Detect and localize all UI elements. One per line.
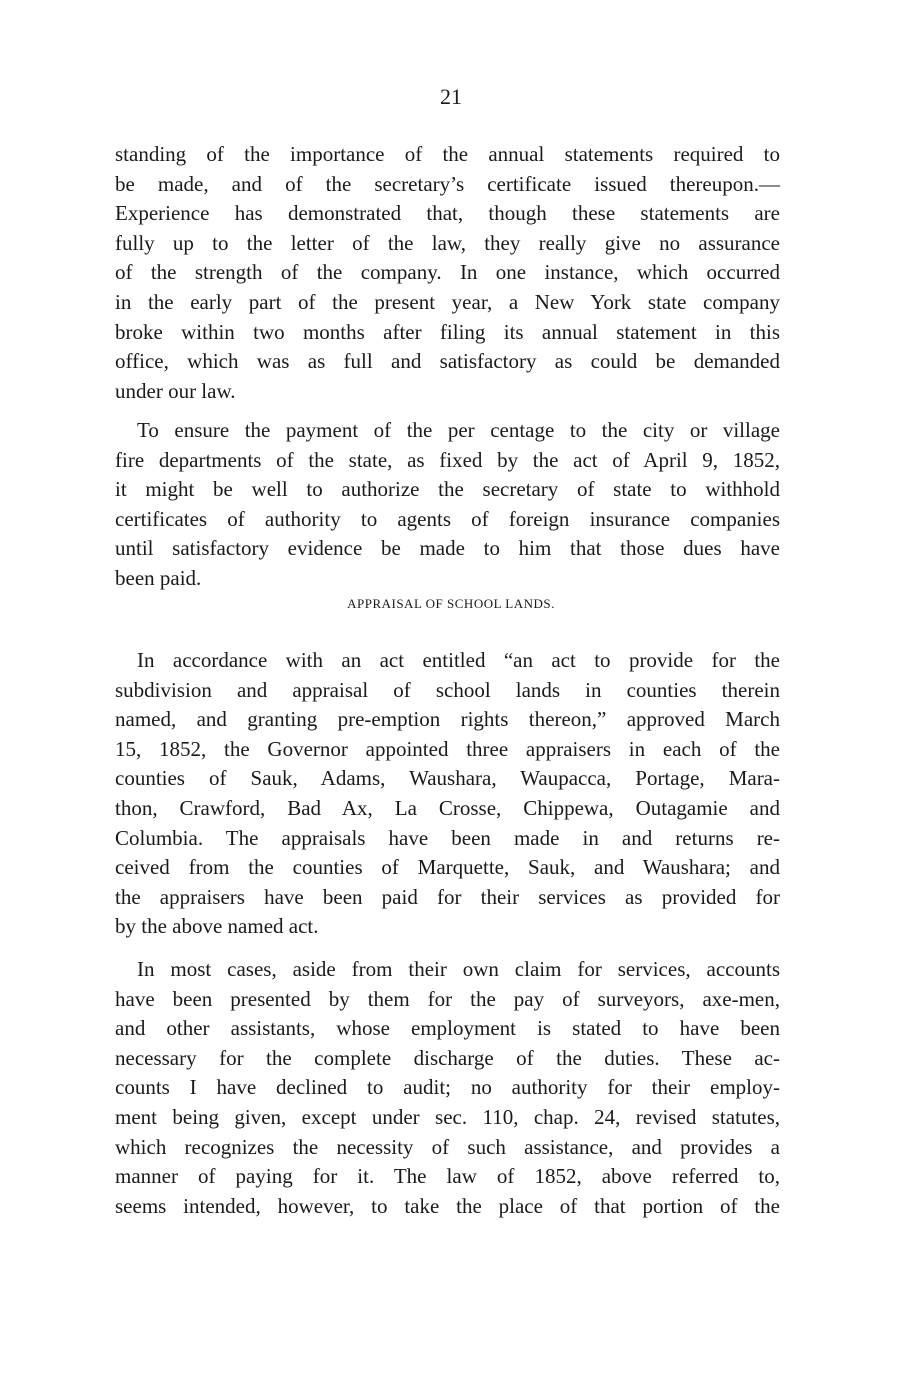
text-line: it might be well to authorize the secretary of state to withhold [115,477,780,502]
text-line: in the early part of the present year, a New York state company [115,289,780,314]
text-line: and other assistants, whose employment is stated to have been [115,1016,780,1041]
text-line: been paid. [115,565,202,590]
text-line: have been presented by them for the pay of surveyors, axe-men, [115,986,780,1011]
section-heading: APPRAISAL OF SCHOOL LANDS. [347,596,555,611]
text-line: necessary for the complete discharge of the duties. These ac- [115,1045,780,1070]
text-line: until satisfactory evidence be made to him that those dues have [115,536,780,561]
text-line: To ensure the payment of the per centage to the city or village [137,418,780,442]
text-line: office, which was as full and satisfactory as could be demanded [115,349,780,374]
text-line: standing of the importance of the annual statements required to [115,142,780,166]
text-line: of the strength of the company. In one instance, which occurred [115,260,780,285]
text-line: be made, and of the secretary’s certificate issued thereupon.— [115,171,780,196]
text-line: counties of Sauk, Adams, Waushara, Waupacca, Portage, Mara- [115,766,780,791]
page-number: 21 [440,84,462,109]
text-line: which recognizes the necessity of such assistance, and provides a [115,1134,780,1159]
text-line: thon, Crawford, Bad Ax, La Crosse, Chippewa, Outagamie and [115,795,780,820]
text-line: certificates of authority to agents of foreign insurance companies [115,506,780,531]
text-line: subdivision and appraisal of school lands in counties therein [115,677,780,702]
text-line: counts I have declined to audit; no authority for their employ- [115,1075,780,1100]
text-line: seems intended, however, to take the place of that portion of the [115,1193,780,1218]
text-line: named, and granting pre-emption rights thereon,” approved March [115,707,780,732]
text-line: 15, 1852, the Governor appointed three appraisers in each of the [115,736,780,761]
paragraph-insurance-statements [115,140,780,406]
text-line: Experience has demonstrated that, though these statements are [115,201,780,226]
text-line: In accordance with an act entitled “an act to provide for the [137,648,780,672]
paragraph-fire-departments [115,416,780,594]
text-line: fire departments of the state, as fixed by the act of April 9, 1852, [115,447,780,472]
text-line: the appraisers have been paid for their services as provided for [115,884,780,909]
text-line: In most cases, aside from their own claim for services, accounts [137,957,780,981]
text-line: under our law. [115,378,236,403]
text-line: manner of paying for it. The law of 1852, above referred to, [115,1164,780,1189]
text-line: Columbia. The appraisals have been made in and returns re- [115,825,780,850]
paragraph-accounts-declined [115,955,780,1221]
text-line: by the above named act. [115,914,319,939]
text-line: fully up to the letter of the law, they really give no assurance [115,230,780,255]
text-line: ceived from the counties of Marquette, Sauk, and Waushara; and [115,855,780,880]
text-line: broke within two months after filing its annual statement in this [115,319,780,344]
paragraph-appraisal-act [115,646,780,942]
text-line: ment being given, except under sec. 110, chap. 24, revised statutes, [115,1104,780,1129]
